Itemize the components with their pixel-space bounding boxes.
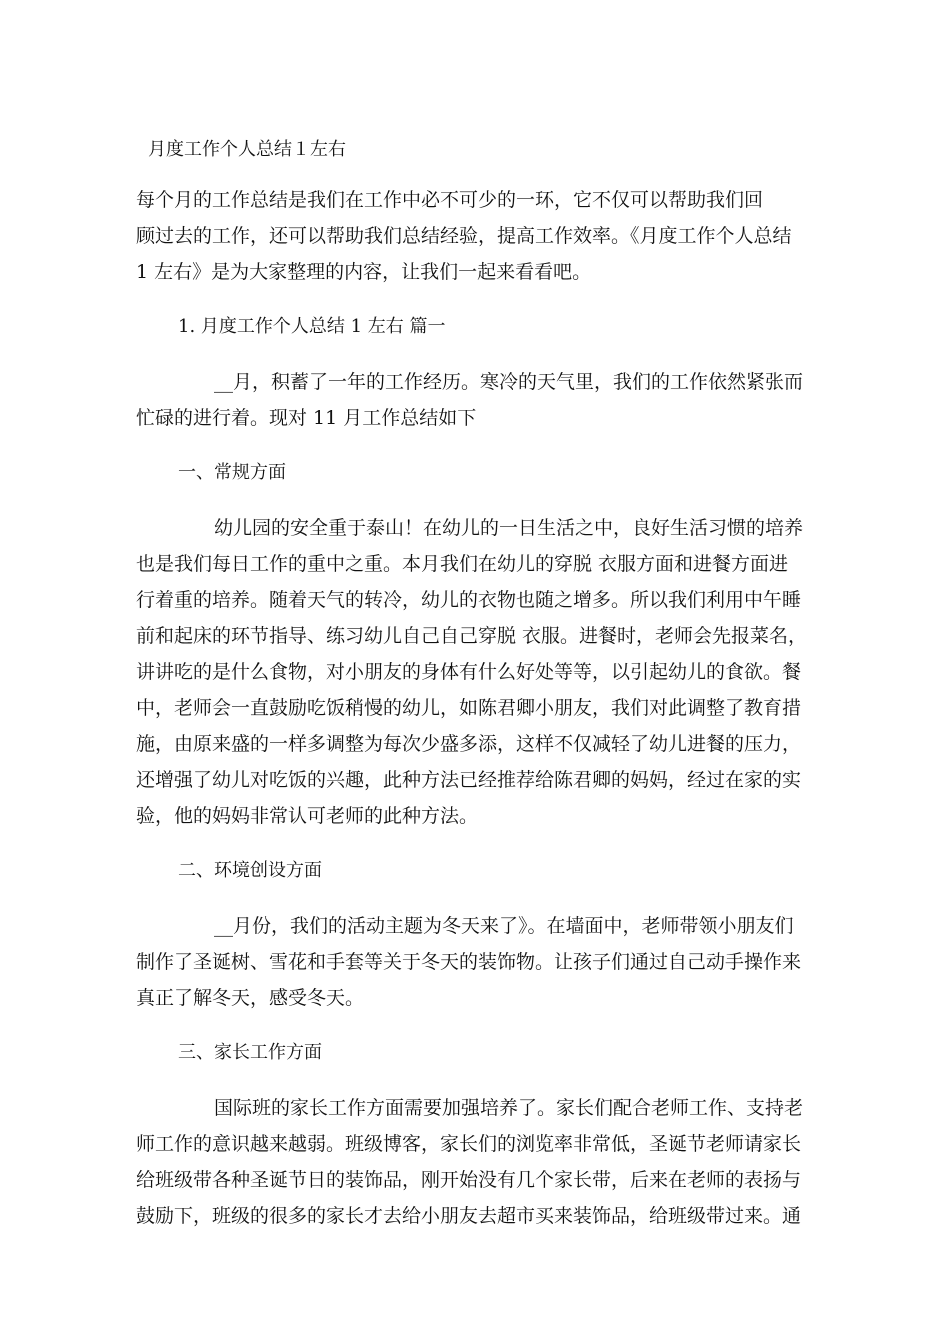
opening-line: 忙碌的进行着。现对 11 月工作总结如下	[136, 407, 477, 429]
opening-paragraph	[136, 364, 811, 436]
intro-line: 顾过去的工作，还可以帮助我们总结经验，提高工作效率。《月度工作个人总结	[136, 225, 792, 247]
part1-paragraph	[136, 510, 811, 834]
intro-line: 每个月的工作总结是我们在工作中必不可少的一环，它不仅可以帮助我们回	[136, 189, 764, 211]
paragraph-line: 验，他的妈妈非常认可老师的此种方法。	[136, 805, 479, 827]
paragraph-line: 行着重的培养。随着天气的转冷，幼儿的衣物也随之增多。所以我们利用中午睡	[136, 589, 802, 611]
part3-paragraph	[136, 1090, 811, 1234]
paragraph-line: 师工作的意识越来越弱。班级博客，家长们的浏览率非常低，圣诞节老师请家长	[136, 1133, 802, 1155]
paragraph-line: 讲讲吃的是什么食物，对小朋友的身体有什么好处等等，以引起幼儿的食欲。餐	[136, 661, 802, 683]
intro-line: 1 左右》是为大家整理的内容，让我们一起来看看吧。	[136, 261, 592, 283]
part2-heading: 二、环境创设方面	[178, 860, 322, 881]
paragraph-line: 施，由原来盛的一样多调整为每次少盛多添，这样不仅减轻了幼儿进餐的压力，	[136, 733, 802, 755]
part3-heading: 三、家长工作方面	[178, 1042, 322, 1063]
paragraph-line: 中，老师会一直鼓励吃饭稍慢的幼儿，如陈君卿小朋友，我们对此调整了教育措	[136, 697, 802, 719]
intro-paragraph	[136, 182, 811, 290]
paragraph-line: 前和起床的环节指导、练习幼儿自己自己穿脱 衣服。进餐时，老师会先报菜名，	[136, 625, 808, 647]
paragraph-line: 鼓励下，班级的很多的家长才去给小朋友去超市买来装饰品，给班级带过来。通	[136, 1205, 802, 1227]
paragraph-line: 幼儿园的安全重于泰山！在幼儿的一日生活之中，良好生活习惯的培养	[214, 517, 804, 539]
paragraph-line: 给班级带各种圣诞节日的装饰品，刚开始没有几个家长带，后来在老师的表扬与	[136, 1169, 802, 1191]
paragraph-line: __月份，我们的活动主题为冬天来了》。在墙面中，老师带领小朋友们	[214, 915, 794, 937]
paragraph-line: 也是我们每日工作的重中之重。本月我们在幼儿的穿脱 衣服方面和进餐方面进	[136, 553, 789, 575]
section-heading: 1. 月度工作个人总结 1 左右 篇一	[178, 316, 446, 337]
part1-heading: 一、常规方面	[178, 462, 286, 483]
document-title: 月度工作个人总结１左右	[148, 139, 346, 160]
paragraph-line: 制作了圣诞树、雪花和手套等关于冬天的装饰物。让孩子们通过自己动手操作来	[136, 951, 802, 973]
opening-line: __月，积蓄了一年的工作经历。寒冷的天气里，我们的工作依然紧张而	[214, 371, 804, 393]
paragraph-line: 真正了解冬天，感受冬天。	[136, 987, 365, 1009]
paragraph-line: 还增强了幼儿对吃饭的兴趣，此种方法已经推荐给陈君卿的妈妈，经过在家的实	[136, 769, 802, 791]
part2-paragraph	[136, 908, 811, 1016]
document-body	[136, 132, 811, 1234]
paragraph-line: 国际班的家长工作方面需要加强培养了。家长们配合老师工作、支持老	[214, 1097, 804, 1119]
